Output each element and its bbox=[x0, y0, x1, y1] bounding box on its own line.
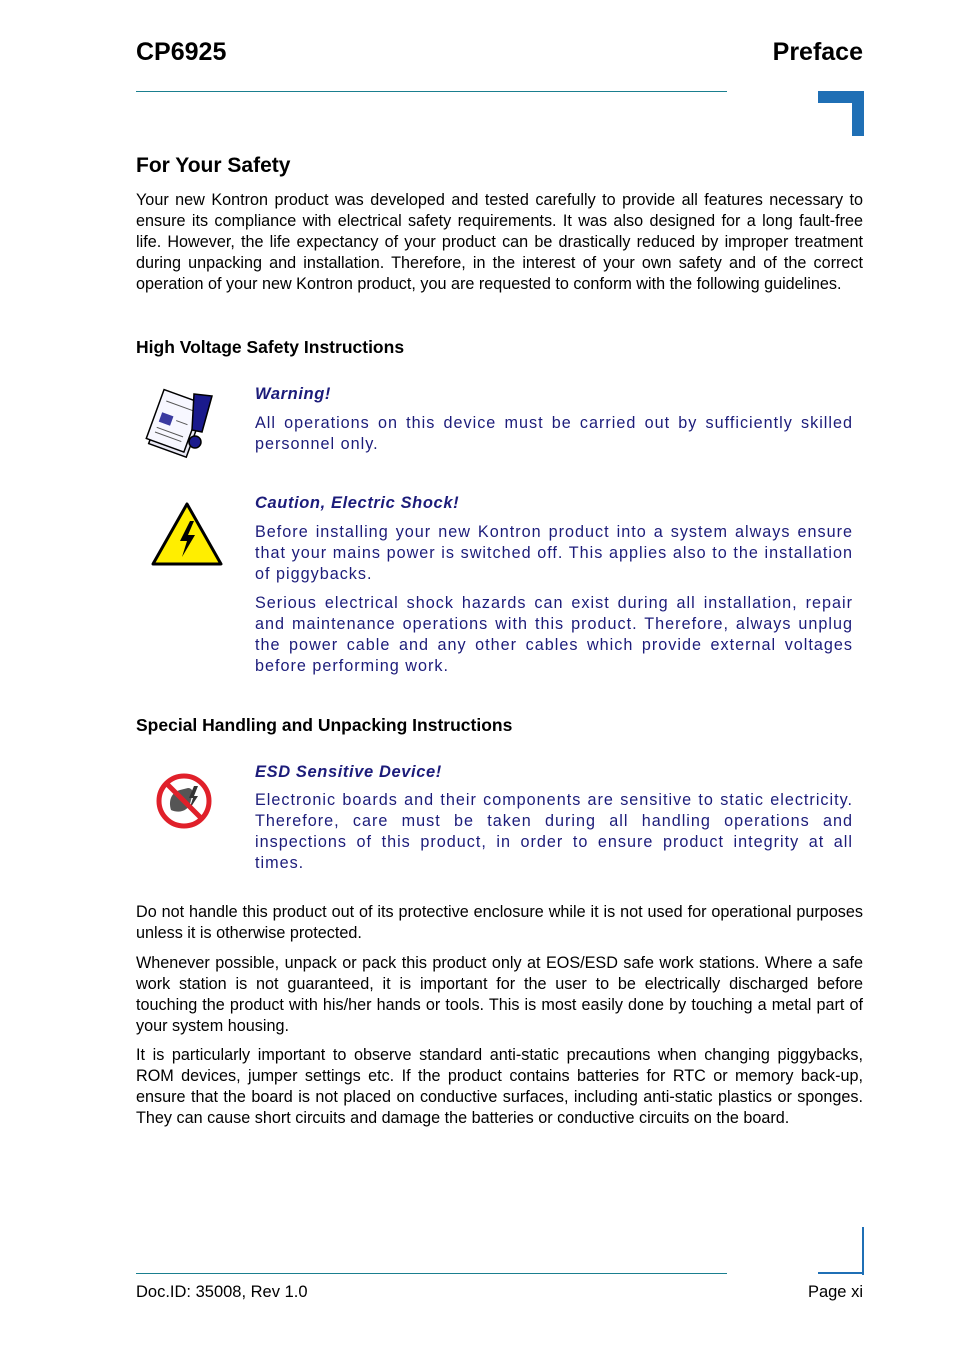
safety-intro: Your new Kontron product was developed and tested carefully to provide all features necessary to ensure its compliance with electrical safety requirements. It was also designed for a long fault-free life. However, the life expectancy of your product can be drastically reduced by improper treatment during unpacking and installation. Therefore, in the interest of your own safety and of the correct operation of your new Kontron product, you are requested to conform with the following guidelines. bbox=[136, 191, 863, 293]
corner-mark-top bbox=[818, 91, 864, 136]
warning-text: All operations on this device must be carried out by sufficiently skilled personnel only. bbox=[255, 414, 853, 453]
caution-text-2: Serious electrical shock hazards can exist during all installation, repair and maintenance operations with this product. Therefore, always unplug the power cable and any other cables which provide external voltages before performing work. bbox=[255, 594, 853, 675]
header-rule bbox=[136, 91, 727, 92]
electric-shock-icon bbox=[150, 501, 224, 567]
handling-paragraph-1: Do not handle this product out of its protective enclosure while it is not used for operational purposes unless it is otherwise protected. bbox=[136, 903, 863, 942]
header-section: Preface bbox=[772, 38, 863, 66]
section-title-safety: For Your Safety bbox=[136, 154, 291, 177]
esd-text: Electronic boards and their components are sensitive to static electricity. Therefore, care must be taken during all handling operations and inspections of this product, in order to ensure product integrity at all times. bbox=[255, 791, 853, 872]
handling-paragraph-2: Whenever possible, unpack or pack this product only at EOS/ESD safe work stations. Where a safe work station is not guaranteed, it is important for the user to be electrically discharged before touching the product with his/her hands or tools. This is most easily done by touching a metal part of your system housing. bbox=[136, 954, 863, 1035]
subsection-title-high-voltage: High Voltage Safety Instructions bbox=[136, 337, 405, 357]
caution-title: Caution, Electric Shock! bbox=[255, 494, 460, 512]
subsection-title-handling: Special Handling and Unpacking Instructions bbox=[136, 715, 513, 735]
footer-doc-id: Doc.ID: 35008, Rev 1.0 bbox=[136, 1283, 308, 1301]
footer-rule bbox=[136, 1273, 727, 1274]
header-product: CP6925 bbox=[136, 38, 227, 66]
caution-text-1: Before installing your new Kontron product into a system always ensure that your mains power is switched off. This applies also to the installation of piggybacks. bbox=[255, 523, 853, 583]
warning-title: Warning! bbox=[255, 385, 331, 403]
footer-page-number: Page xi bbox=[807, 1283, 863, 1301]
handling-paragraph-3: It is particularly important to observe standard anti-static precautions when changing piggybacks, ROM devices, jumper settings etc. If the product contains batteries for RTC or memory back-up, ensure that the board is not placed on conductive surfaces, including anti-static plastics or sponges. They can cause short circuits and damage the batteries or conductive circuits on the board. bbox=[136, 1046, 863, 1127]
warning-document-icon bbox=[142, 388, 222, 466]
corner-mark-bottom bbox=[818, 1227, 864, 1275]
esd-title: ESD Sensitive Device! bbox=[255, 763, 442, 781]
esd-prohibited-icon bbox=[154, 770, 214, 832]
